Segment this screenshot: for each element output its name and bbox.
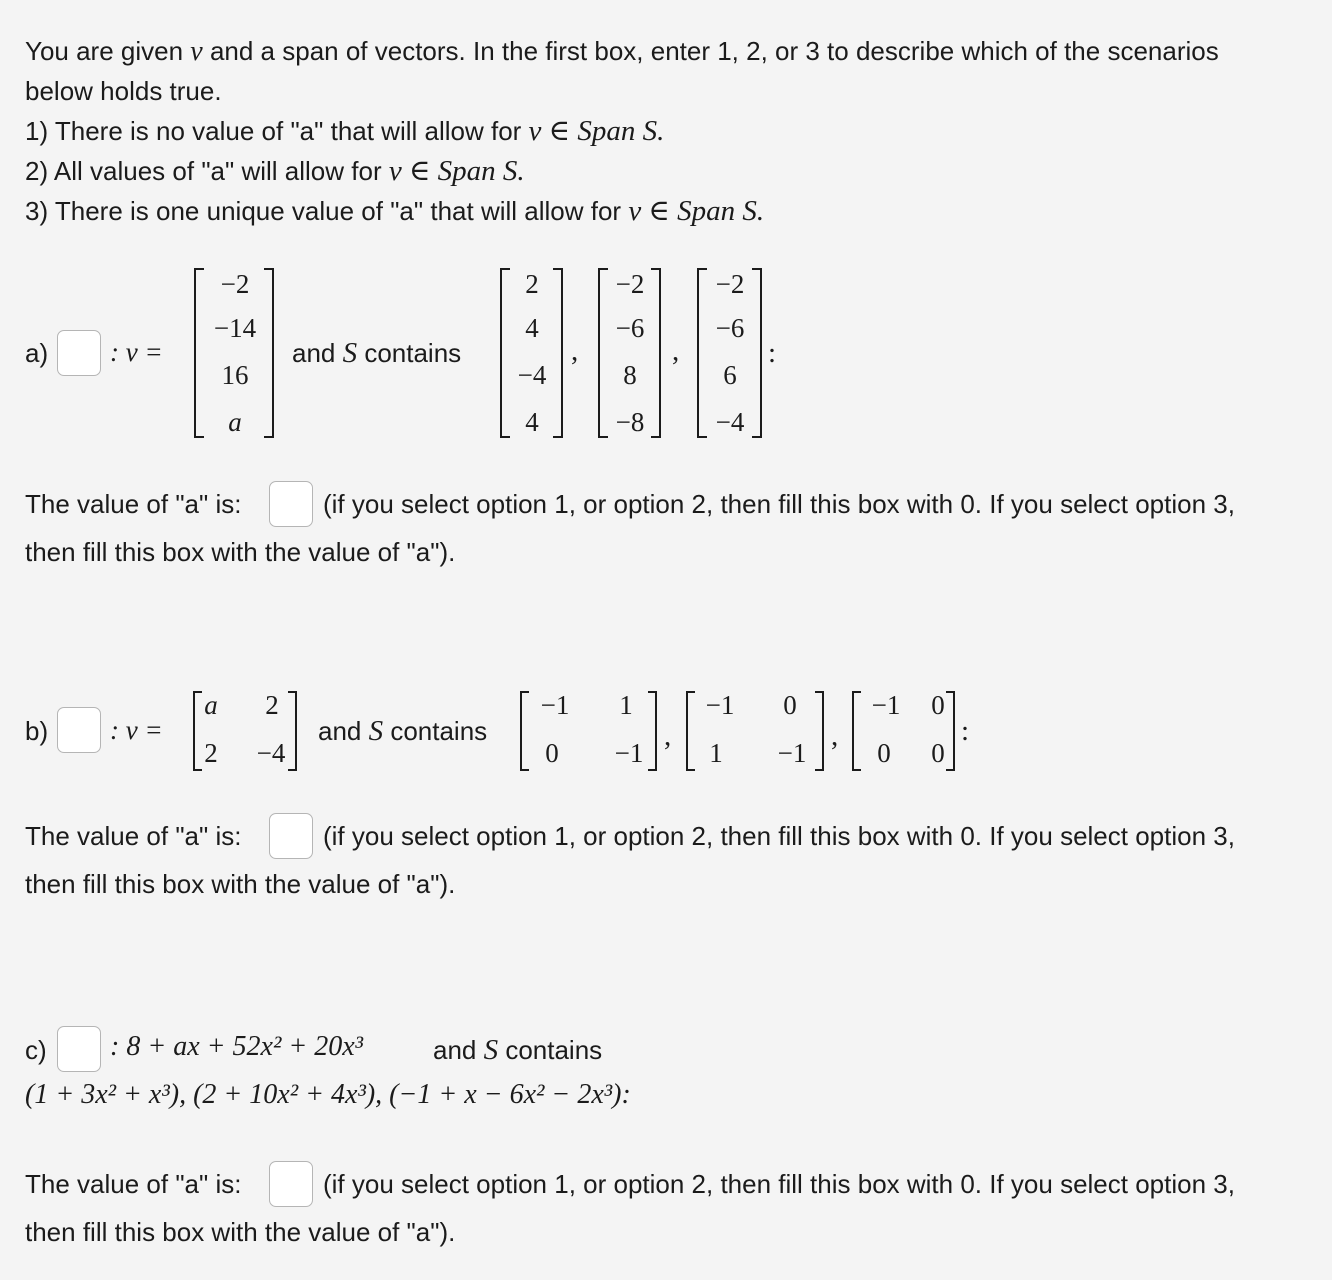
matrix-entry: 1 [709,738,723,768]
option-1-text: 1) There is no value of "a" that will allow for [25,116,529,146]
matrix-entry: 0 [877,738,891,768]
part-c-and-contains: and S contains [433,1034,603,1066]
matrix-entry: −6 [615,313,645,343]
matrix-entry: −4 [715,407,745,437]
part-b-value-label: The value of "a" is: [25,821,242,851]
option-3-math: v ∈ Span S. [628,195,765,227]
matrix-entry: −2 [715,269,745,299]
matrix-entry: −4 [256,738,286,768]
colon: : [768,337,777,369]
matrix-entry: −1 [614,738,644,768]
option-1-math: v ∈ Span S. [528,115,665,147]
comma: , [831,720,839,752]
matrix-entry: 0 [783,690,797,720]
matrix-entry: 0 [931,738,945,768]
matrix-entry: a [228,407,242,437]
part-c-value-note-1: (if you select option 1, or option 2, then fill this box with 0. If you select option 3, [323,1169,1235,1199]
intro-text: You are given [25,36,191,66]
matrix-entry: −8 [615,407,645,437]
part-a-value-note-2: then fill this box with the value of "a"). [25,537,456,567]
matrix-entry: −1 [705,690,735,720]
part-b-v-eq: : v = [110,715,163,745]
intro-line-2: below holds true. [25,76,222,106]
option-2 [25,151,525,191]
option-2-text: 2) All values of "a" will allow for [25,156,389,186]
part-a-label: a) [25,338,49,368]
matrix-entry: 0 [931,690,945,720]
part-a-and-contains: and S contains [292,337,462,369]
option-2-math: v ∈ Span S. [388,155,525,187]
part-a-option-input[interactable] [57,330,101,376]
matrix-entry: 2 [525,269,539,299]
part-c-s-polynomials: (1 + 3x² + x³), (2 + 10x² + 4x³), (−1 + x − 6x² − 2x³): [25,1079,631,1110]
matrix-entry: 2 [265,690,279,720]
matrix-entry: −4 [517,360,547,390]
matrix-entry: a [204,690,218,720]
part-c-value-label: The value of "a" is: [25,1169,242,1199]
option-3 [25,191,764,231]
part-a-v-eq: : v = [110,337,163,367]
bracket-left [520,691,529,771]
bracket-left [194,268,204,438]
part-c-value-input[interactable] [269,1161,313,1207]
part-c-value-note-2: then fill this box with the value of "a"). [25,1217,456,1247]
part-c-label: c) [25,1035,47,1065]
part-a-value-note-1: (if you select option 1, or option 2, then fill this box with 0. If you select option 3, [323,489,1235,519]
intro-line-1 [25,31,1219,72]
matrix-entry: −14 [213,313,257,343]
matrix-entry: 4 [525,407,539,437]
option-1 [25,111,664,151]
part-b-value-note-2: then fill this box with the value of "a"). [25,869,456,899]
matrix-entry: −1 [540,690,570,720]
part-c-option-input[interactable] [57,1026,101,1072]
matrix-entry: 0 [545,738,559,768]
comma: , [672,335,680,367]
matrix-entry: 16 [221,360,249,390]
comma: , [664,720,672,752]
v-symbol: v [190,36,203,67]
matrix-entry: −2 [220,269,250,299]
part-b-label: b) [25,716,49,746]
part-b-value-note-1: (if you select option 1, or option 2, then fill this box with 0. If you select option 3, [323,821,1235,851]
part-b-and-contains: and S contains [318,715,488,747]
part-a-value-input[interactable] [269,481,313,527]
matrix-entry: 6 [723,360,737,390]
matrix-entry: 8 [623,360,637,390]
matrix-entry: −2 [615,269,645,299]
matrix-entry: 1 [619,690,633,720]
part-c-v-poly: : 8 + ax + 52x² + 20x³ [110,1031,364,1062]
matrix-entry: −1 [777,738,807,768]
part-a-value-label: The value of "a" is: [25,489,242,519]
intro-text: and a span of vectors. In the first box, enter 1, 2, or 3 to describe which of the scenarios [202,36,1219,66]
comma: , [571,335,579,367]
matrix-entry: 4 [525,313,539,343]
option-3-text: 3) There is one unique value of "a" that will allow for [25,196,629,226]
matrix-entry: −1 [871,690,901,720]
part-b-option-input[interactable] [57,707,101,753]
colon: : [961,715,970,747]
matrix-entry: −6 [715,313,745,343]
part-b-value-input[interactable] [269,813,313,859]
matrix-entry: 2 [204,738,218,768]
